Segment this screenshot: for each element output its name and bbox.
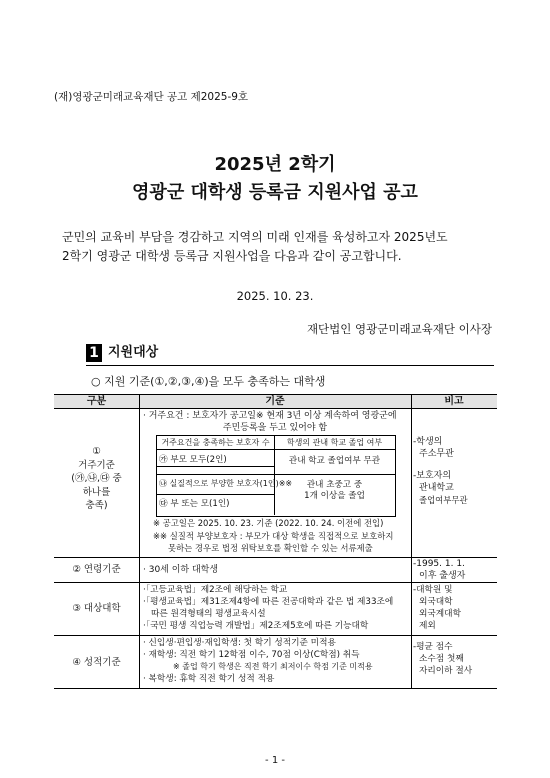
university-remarks: -대학원 및 외국대학 외국계대학 제외 (413, 585, 461, 631)
note-announcement-date: ※ 공고일은 2025. 10. 23. 기준 (2022. 10. 24. 이전에 전입) (153, 518, 384, 528)
option-one-parent: ㉰ 부 또는 모(1인) (159, 499, 230, 509)
section-title: 지원대상 (108, 345, 159, 360)
title-line-1: 2025년 2학기 (214, 154, 336, 175)
age-label: ② 연령기준 (72, 564, 121, 575)
intro-line-2: 2학기 영광군 대학생 등록금 지원사업을 다음과 같이 공고합니다. (62, 249, 402, 263)
residence-label: ① 거주기준 (㉮,㉯,㉰ 중 하나를 충족) (71, 446, 122, 511)
table-bottom-border (54, 688, 497, 689)
issuer: 재단법인 영광군미래교육재단 이사장 (306, 322, 492, 336)
grades-label: ④ 성적기준 (72, 657, 121, 668)
title-line-2: 영광군 대학생 등록금 지원사업 공고 (132, 182, 418, 203)
inner-divider (157, 466, 274, 467)
residence-remarks: -학생의 주소무관 -보호자의 관내학교 졸업여부무관 (413, 437, 468, 505)
intro-paragraph (62, 228, 492, 266)
announcement-number: (재)영광군미래교육재단 공고 제2025-9호 (54, 91, 249, 103)
note-dependent-guardian-2: 못하는 경우로 법정 위탁보호를 확인할 수 있는 서류제출 (168, 543, 373, 553)
inner-header-guardian: 거주요건을 충족하는 보호자 수 (161, 438, 270, 447)
header-bottom-border (54, 408, 497, 409)
row-divider (54, 635, 497, 636)
grades-remarks: -평균 점수 소수점 첫째 자리이하 절사 (413, 642, 473, 676)
residence-requirement-line-2: 주민등록을 두고 있어야 함 (222, 423, 328, 433)
column-divider (411, 394, 412, 689)
inner-header-graduation: 학생의 관내 학교 졸업 여부 (286, 438, 383, 447)
header-category: 구분 (86, 396, 107, 407)
announcement-date: 2025. 10. 23. (236, 289, 314, 303)
row-divider (54, 582, 497, 583)
university-criteria: ·「고등교육법」제2조에 해당하는 학교 ·「평생교육법」제31조제4항에 따른 전공대학과 같은 법 제33조에 따른 원격형태의 평생교육시설 ·「국민 평생 직업능력 개발법」제2조제5호에 따른 기능대학 (143, 585, 394, 631)
university-label: ③ 대상대학 (72, 603, 121, 614)
grades-criteria: · 신입생·편입생·재입학생: 첫 학기 성적기준 미적용 · 재학생: 직전 학기 12학점 이수, 70점 이상(C학점) 취득 ※ 졸업 학기 학생은 직전 학기 최저이수 학점 기준 미적용 · 복학생: 휴학 직전 학기 성적 적용 (143, 638, 373, 684)
column-divider (139, 394, 140, 689)
option-both-parents-condition: 관내 학교 졸업여부 무관 (288, 456, 381, 466)
age-criteria: · 30세 이하 대학생 (143, 565, 219, 575)
intro-line-1: 군민의 교육비 부담을 경감하고 지역의 미래 인재를 육성하고자 2025년도 (62, 230, 448, 244)
table-top-border (54, 394, 497, 395)
inner-divider (157, 474, 395, 475)
note-dependent-guardian-1: ※※ 실질적 부양보호자 : 부모가 대상 학생을 직접적으로 보호하지 (153, 531, 394, 541)
page-number: - 1 - (265, 755, 285, 766)
option-both-parents: ㉮ 부모 모두(2인) (159, 455, 227, 465)
option-dependent-guardian: ㉯ 실질적으로 부양한 보호자(1인)※※ (159, 479, 293, 488)
section-divider (86, 365, 494, 366)
criteria-intro: ○ 지원 기준(①,②,③,④)을 모두 충족하는 대학생 (91, 375, 326, 388)
inner-divider (157, 494, 274, 495)
age-remarks: -1995. 1. 1. 이후 출생자 (413, 559, 466, 581)
section-number-badge: 1 (86, 344, 102, 362)
header-criteria: 기준 (265, 396, 285, 407)
header-remarks: 비고 (444, 396, 464, 407)
option-local-school-condition: 관내 초중고 중 1개 이상을 졸업 (304, 480, 365, 501)
inner-divider (157, 449, 395, 450)
residence-requirement-line-1: · 거주요건 : 보호자가 공고일※ 현재 3년 이상 계속하여 영광군에 (143, 411, 397, 421)
